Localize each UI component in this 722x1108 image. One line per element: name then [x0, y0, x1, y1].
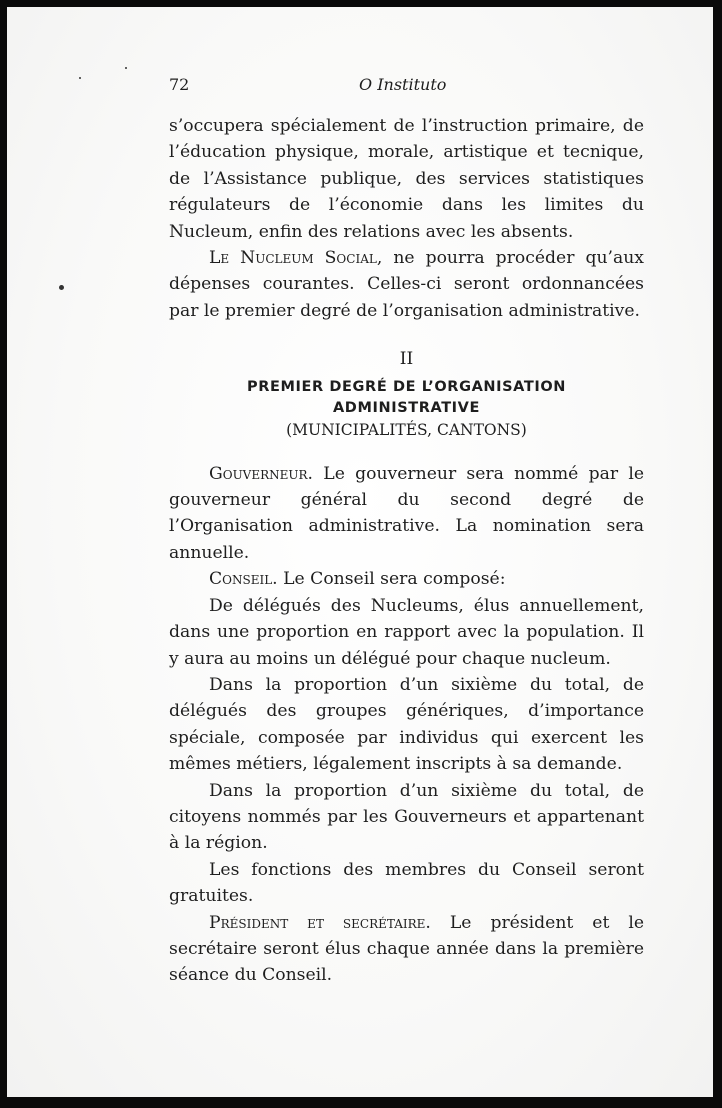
page-body — [169, 113, 644, 989]
scanned-page — [7, 7, 713, 1097]
paragraph-proportion-groupes: Dans la proportion d’un sixième du total, de délégués des groupes génériques, d’importance spéciale, composée par individus qui exercent les mêmes métiers, légalement inscripts à sa demande. — [169, 674, 644, 775]
nucleum-social-text: , ne pourra procéder qu’aux dépenses courantes. Celles-ci seront ordonnancées par le premier degré de l’organisation administrative. — [169, 248, 644, 321]
paragraph-conseil — [169, 566, 644, 592]
section-subtitle: (MUNICIPALITÉS, CANTONS) — [286, 420, 527, 439]
gouverneur-label: Gouverneur. — [209, 463, 314, 484]
page-header — [169, 75, 644, 97]
section-title-line-1: PREMIER DEGRÉ DE L’ORGANISATION — [246, 378, 567, 395]
section-number: II — [399, 349, 414, 370]
president-text: Le président et le secrétaire seront élus chaque année dans la première séance du Conseil. — [169, 912, 645, 986]
section-title-line-2: ADMINISTRATIVE — [332, 399, 481, 416]
ink-speck — [125, 67, 127, 69]
paragraph-fonctions: Les fonctions des membres du Conseil seront gratuites. — [169, 859, 644, 907]
paragraph-instruction: s’occupera spécialement de l’instruction primaire, de l’éducation physique, morale, artistique et tecnique, de l’Assistance publique, des services statistiques régulateurs de l’économie dans les limites du Nucleum, enfin des relations avec les absents. — [169, 116, 644, 242]
conseil-text: Le Conseil sera composé: — [277, 569, 506, 590]
conseil-label: Conseil. — [209, 569, 278, 590]
nucleum-social-label: Le Nucleum Social — [209, 248, 377, 269]
page-number: 72 — [169, 75, 190, 94]
paragraph-president — [169, 910, 644, 989]
president-label: Président et secrétaire. — [209, 912, 431, 933]
paragraph-nucleum-social — [169, 245, 644, 324]
ink-speck — [79, 77, 81, 79]
paragraph-delegues: De délégués des Nucleums, élus annuellement, dans une proportion en rapport avec la population. Il y aura au moins un délégué pour chaque nucleum. — [169, 595, 644, 669]
ink-speck — [59, 285, 64, 290]
running-title: O Instituto — [359, 75, 447, 94]
gouverneur-text: Le gouverneur sera nommé par le gouverneur général du second degré de l’Organisation administrative. La nomination sera annuelle. — [169, 463, 644, 563]
paragraph-proportion-citoyens: Dans la proportion d’un sixième du total, de citoyens nommés par les Gouverneurs et appartenant à la région. — [169, 780, 644, 854]
paragraph-gouverneur — [169, 461, 644, 567]
